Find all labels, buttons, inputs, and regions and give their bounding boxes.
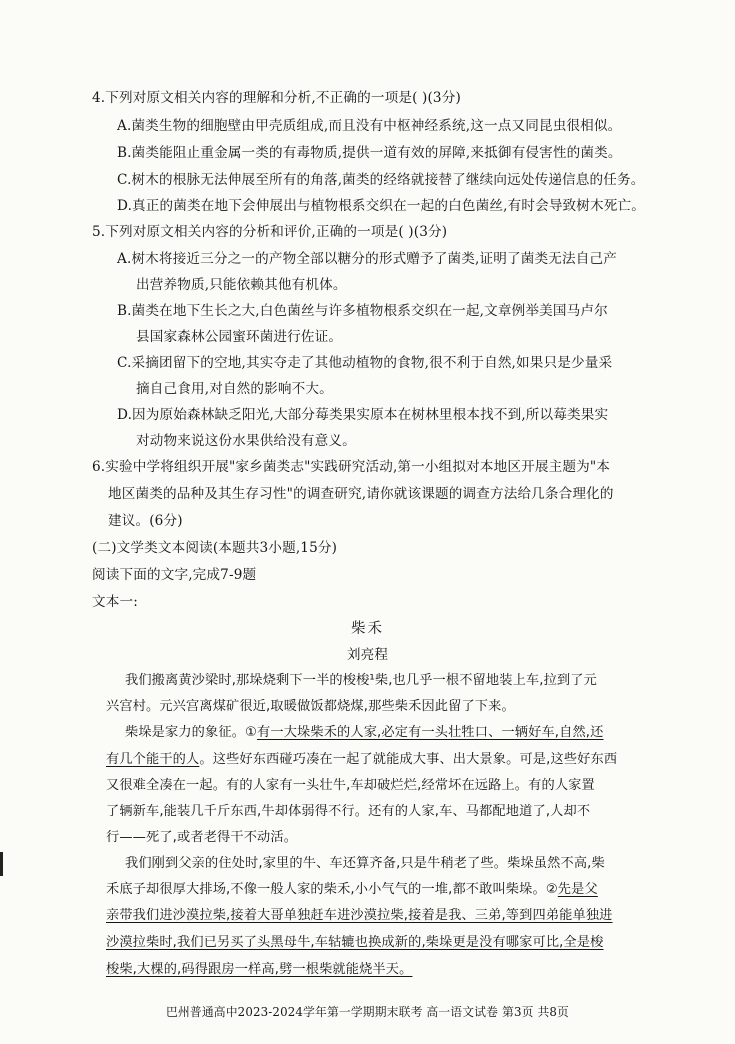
scan-edge-mark — [0, 852, 3, 876]
q6-line3: 建议。(6分) — [108, 513, 183, 529]
q4-option-a: A.菌类生物的细胞壁由甲壳质组成,而且没有中枢神经系统,这一点又同昆虫很相似。 — [117, 118, 622, 134]
q4-stem: 4.下列对原文相关内容的理解和分析,不正确的一项是( )(3分) — [92, 90, 461, 106]
q5-stem: 5.下列对原文相关内容的分析和评价,正确的一项是( )(3分) — [92, 224, 448, 240]
article-p3-line3: 亲带我们进沙漠拉柴,接着大哥单独赶车进沙漠拉柴,接着是我、三弟,等到四弟能单独进 — [106, 908, 613, 923]
article-author: 刘亮程 — [346, 647, 389, 663]
article-p2-line2-plain: 。这些好东西碰巧凑在一起了就能成大事、出大景象。可是,这些好东西 — [199, 752, 618, 767]
section-heading: (二)文学类文本阅读(本题共3小题,15分) — [92, 540, 338, 556]
q5-option-d-line2: 对动物来说这份水果供给没有意义。 — [136, 433, 356, 449]
page-footer: 巴州普通高中2023-2024学年第一学期期末联考 高一语文试卷 第3页 共8页 — [165, 1005, 569, 1019]
article-p3-line5: 梭柴,大棵的,码得跟房一样高,劈一根柴就能烧半天。 — [106, 962, 413, 977]
article-p2-line1-plain: 柴垛是家力的象征。① — [125, 725, 258, 740]
article-p2-line5: 行——死了,或者老得干不动活。 — [106, 830, 298, 845]
q5-option-a-line2: 出营养物质,只能依赖其他有机体。 — [136, 277, 347, 293]
article-p1-line2: 兴宫村。元兴宫离煤矿很近,取暖做饭都烧煤,那些柴禾因此留了下来。 — [106, 699, 515, 714]
article-p3-line1: 我们刚到父亲的住处时,家里的牛、车还算齐备,只是牛稍老了些。柴垛虽然不高,柴 — [125, 856, 605, 871]
q5-option-a-line1: A.树木将接近三分之一的产物全部以糖分的形式赠予了菌类,证明了菌类无法自己产 — [117, 251, 617, 267]
article-p3-line2-plain: 禾底子却很厚大排场,不像一般人家的柴禾,小小气气的一堆,都不敢叫柴垛。② — [106, 882, 558, 897]
q6-line1: 6.实验中学将组织开展"家乡菌类志"实践研究活动,第一小组拟对本地区开展主题为"本 — [92, 459, 610, 475]
article-p2-line3: 又很难全凑在一起。有的人家有一头壮牛,车却破烂烂,经常坏在远路上。有的人家置 — [106, 778, 595, 793]
q4-option-b: B.菌类能阻止重金属一类的有毒物质,提供一道有效的屏障,来抵御有侵害性的菌类。 — [117, 145, 622, 161]
article-p2-line4: 了辆新车,能装几千斤东西,牛却体弱得不行。还有的人家,车、马都配地道了,人却不 — [106, 804, 591, 819]
q5-option-c-line2: 摘自己食用,对自然的影响不大。 — [136, 381, 333, 397]
article-p3-line2 — [106, 881, 598, 899]
article-p2-line1 — [125, 724, 603, 742]
section-instruction: 阅读下面的文字,完成7-9题 — [92, 567, 257, 583]
article-p3-line4: 沙漠拉柴时,我们已另买了头黑母牛,车轱辘也换成新的,柴垛更是没有哪家可比,全是梭 — [106, 935, 604, 950]
article-p2-sentence1-underlined-end: 有几个能干的人 — [106, 752, 200, 767]
article-p2-sentence1-underlined: 有一大垛柴禾的人家,必定有一头壮牲口、一辆好车,自然,还 — [257, 725, 604, 740]
q5-option-d-line1: D.因为原始森林缺乏阳光,大部分莓类果实原本在树林里根本找不到,所以莓类果实 — [117, 407, 609, 423]
q6-line2: 地区菌类的品种及其生存习性"的调查研究,请你就该课题的调查方法给几条合理化的 — [108, 486, 614, 502]
text-one-label: 文本一: — [92, 594, 138, 610]
q5-option-b-line2: 县国家森林公园蜜环菌进行佐证。 — [136, 329, 343, 345]
q4-option-d: D.真正的菌类在地下会伸展出与植物根系交织在一起的白色菌丝,有时会导致树木死亡。 — [117, 198, 646, 214]
article-title: 柴禾 — [351, 621, 384, 637]
article-p1-line1: 我们搬离黄沙梁时,那垛烧剩下一半的梭梭¹柴,也几乎一根不留地装上车,拉到了元 — [125, 673, 597, 688]
q4-option-c: C.树木的根脉无法伸展至所有的角落,菌类的经络就接替了继续向远处传递信息的任务。 — [117, 172, 645, 188]
article-p2-line2 — [106, 751, 617, 769]
article-p3-sentence2-underlined-start: 先是父 — [557, 882, 598, 897]
q5-option-b-line1: B.菌类在地下生长之大,白色菌丝与许多植物根系交织在一起,文章例举美国马卢尔 — [117, 303, 608, 319]
q5-option-c-line1: C.采摘团留下的空地,其实夺走了其他动植物的食物,很不利于自然,如果只是少量采 — [117, 355, 613, 371]
